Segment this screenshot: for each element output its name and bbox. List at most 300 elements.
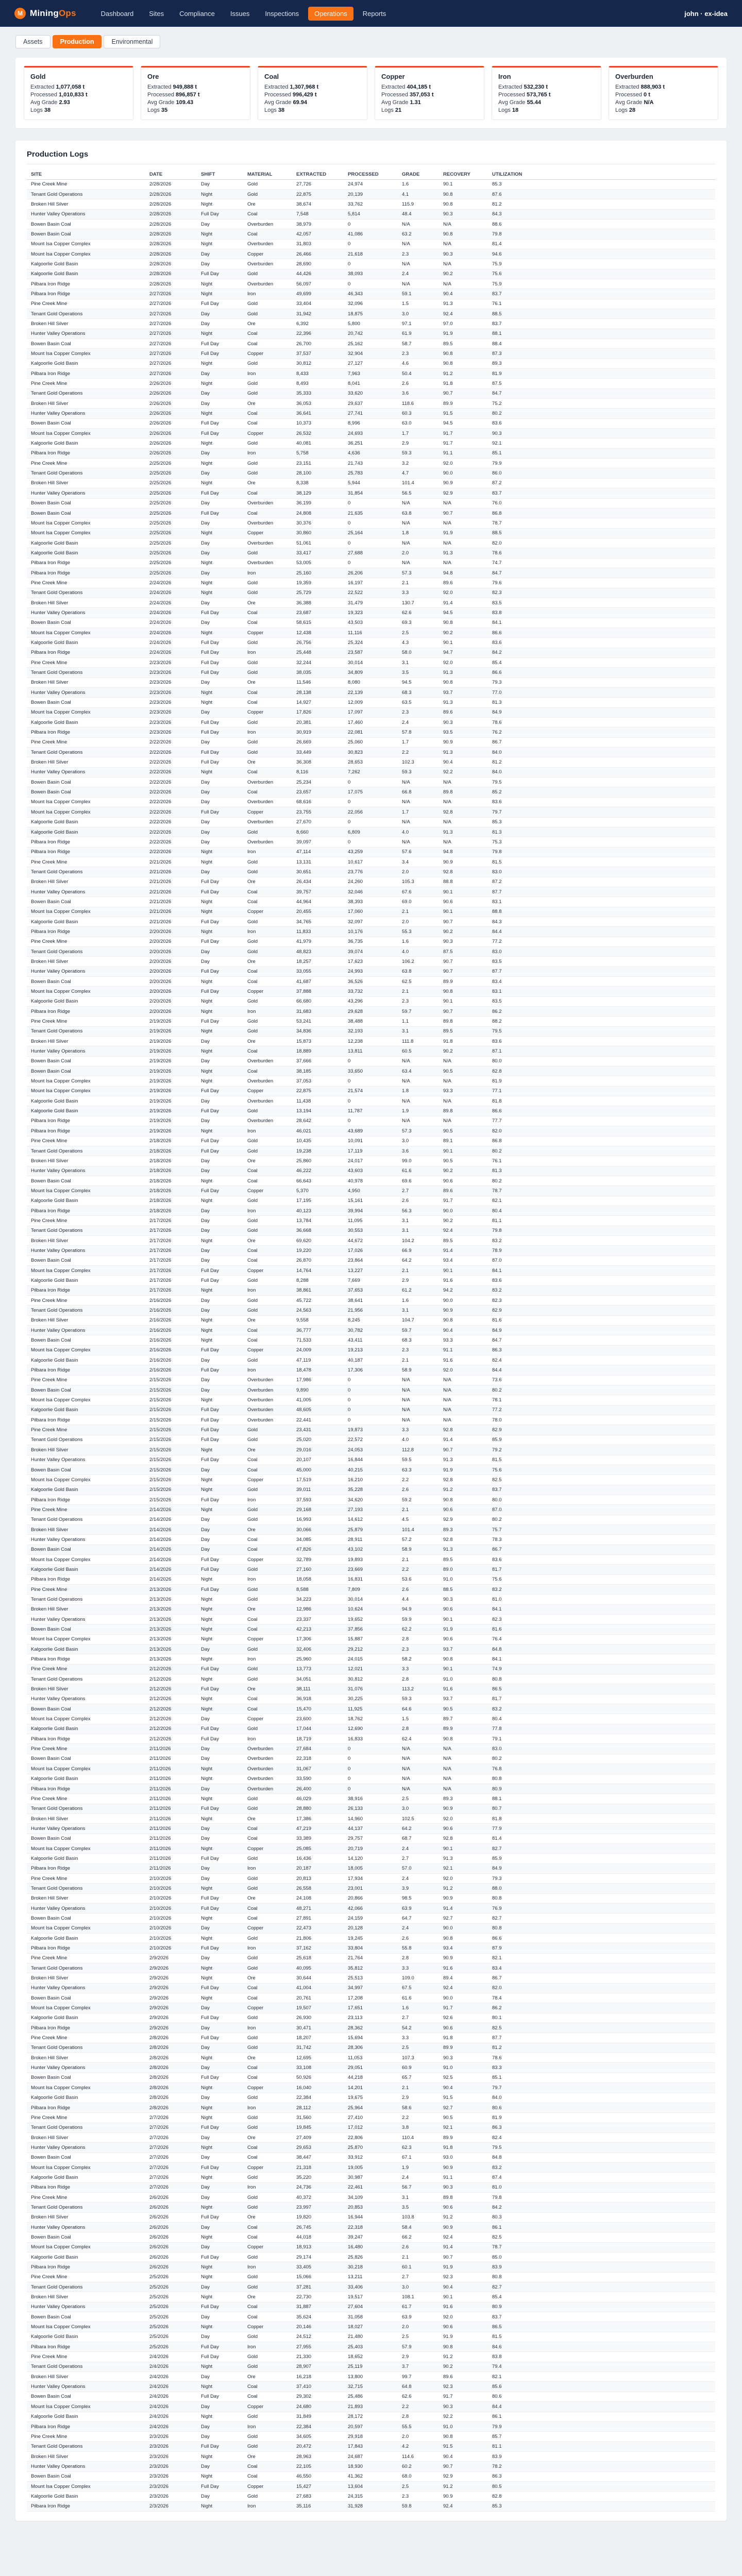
table-row[interactable] bbox=[27, 1276, 715, 1285]
table-row[interactable] bbox=[27, 1296, 715, 1306]
table-row[interactable] bbox=[27, 1654, 715, 1664]
table-cell: Pine Creek Mine bbox=[27, 2033, 145, 2043]
table-cell: 26,434 bbox=[292, 877, 344, 887]
table-cell: 41,086 bbox=[344, 229, 398, 239]
table-row[interactable] bbox=[27, 2352, 715, 2362]
table-row[interactable] bbox=[27, 209, 715, 219]
table-row[interactable] bbox=[27, 1405, 715, 1415]
table-row[interactable] bbox=[27, 568, 715, 578]
table-row[interactable] bbox=[27, 429, 715, 438]
table-row[interactable] bbox=[27, 1923, 715, 1933]
table-row[interactable] bbox=[27, 867, 715, 877]
table-cell: 30,376 bbox=[292, 518, 344, 528]
table-row[interactable] bbox=[27, 1455, 715, 1465]
table-row[interactable] bbox=[27, 937, 715, 946]
table-cell: 4.1 bbox=[398, 189, 439, 199]
table-row[interactable] bbox=[27, 1824, 715, 1834]
table-row[interactable] bbox=[27, 249, 715, 259]
table-row[interactable] bbox=[27, 1764, 715, 1774]
table-row[interactable] bbox=[27, 2462, 715, 2471]
nav-operations[interactable]: Operations bbox=[308, 7, 353, 21]
table-row[interactable] bbox=[27, 2182, 715, 2192]
table-row[interactable] bbox=[27, 1465, 715, 1475]
table-row[interactable] bbox=[27, 1485, 715, 1495]
table-row[interactable] bbox=[27, 1734, 715, 1744]
table-row[interactable] bbox=[27, 2421, 715, 2431]
table-cell: 76.1 bbox=[488, 1156, 715, 1166]
table-row[interactable] bbox=[27, 907, 715, 917]
table-row[interactable] bbox=[27, 2262, 715, 2272]
table-cell: Broken Hill Silver bbox=[27, 598, 145, 607]
table-row[interactable] bbox=[27, 1814, 715, 1823]
nav-issues[interactable]: Issues bbox=[230, 9, 250, 18]
table-row[interactable] bbox=[27, 2312, 715, 2322]
table-row[interactable] bbox=[27, 807, 715, 817]
table-row[interactable] bbox=[27, 628, 715, 637]
table-cell: Ore bbox=[243, 2053, 292, 2063]
table-row[interactable] bbox=[27, 1505, 715, 1515]
table-row[interactable] bbox=[27, 2212, 715, 2222]
table-cell: Copper bbox=[243, 987, 292, 996]
tab-environmental[interactable]: Environmental bbox=[104, 35, 160, 48]
table-row[interactable] bbox=[27, 2093, 715, 2103]
table-row[interactable] bbox=[27, 1046, 715, 1056]
table-cell: 92.6 bbox=[439, 2013, 488, 2023]
table-cell: 2/18/2026 bbox=[145, 1176, 197, 1185]
table-row[interactable] bbox=[27, 2242, 715, 2252]
table-row[interactable] bbox=[27, 1913, 715, 1923]
table-row[interactable] bbox=[27, 897, 715, 907]
table-row[interactable] bbox=[27, 1524, 715, 1534]
table-row[interactable] bbox=[27, 1226, 715, 1235]
table-row[interactable] bbox=[27, 1186, 715, 1196]
table-row[interactable] bbox=[27, 1495, 715, 1504]
table-row[interactable] bbox=[27, 967, 715, 976]
table-row[interactable] bbox=[27, 1056, 715, 1066]
table-row[interactable] bbox=[27, 179, 715, 189]
table-row[interactable] bbox=[27, 2481, 715, 2491]
table-row[interactable] bbox=[27, 2033, 715, 2043]
table-row[interactable] bbox=[27, 409, 715, 418]
table-row[interactable] bbox=[27, 1615, 715, 1624]
table-row[interactable] bbox=[27, 548, 715, 558]
table-cell: 2/26/2026 bbox=[145, 379, 197, 388]
table-row[interactable] bbox=[27, 1565, 715, 1574]
table-row[interactable] bbox=[27, 658, 715, 668]
table-row[interactable] bbox=[27, 748, 715, 757]
table-cell: Broken Hill Silver bbox=[27, 1814, 145, 1823]
table-row[interactable] bbox=[27, 707, 715, 717]
table-row[interactable] bbox=[27, 289, 715, 299]
table-row[interactable] bbox=[27, 369, 715, 379]
table-row[interactable] bbox=[27, 2023, 715, 2033]
table-row[interactable] bbox=[27, 269, 715, 279]
table-row[interactable] bbox=[27, 2282, 715, 2292]
table-cell: 109.0 bbox=[398, 1973, 439, 1983]
table-row[interactable] bbox=[27, 2471, 715, 2481]
table-row[interactable] bbox=[27, 1235, 715, 1245]
table-row[interactable] bbox=[27, 2063, 715, 2073]
table-row[interactable] bbox=[27, 1216, 715, 1226]
table-cell: 2/3/2026 bbox=[145, 2481, 197, 2491]
table-row[interactable] bbox=[27, 2272, 715, 2282]
table-row[interactable] bbox=[27, 777, 715, 787]
table-row[interactable] bbox=[27, 538, 715, 548]
table-cell: Pilbara Iron Ridge bbox=[27, 2182, 145, 2192]
table-row[interactable] bbox=[27, 1076, 715, 1086]
table-cell: Overburden bbox=[243, 538, 292, 548]
table-cell: Ore bbox=[243, 1235, 292, 1245]
table-row[interactable] bbox=[27, 927, 715, 937]
table-row[interactable] bbox=[27, 1385, 715, 1395]
table-row[interactable] bbox=[27, 2073, 715, 2082]
table-row[interactable] bbox=[27, 946, 715, 956]
table-row[interactable] bbox=[27, 1724, 715, 1734]
table-row[interactable] bbox=[27, 379, 715, 388]
nav-dashboard[interactable]: Dashboard bbox=[100, 9, 134, 18]
table-row[interactable] bbox=[27, 1395, 715, 1405]
table-cell: 2.5 bbox=[398, 2043, 439, 2053]
brand-logo[interactable] bbox=[14, 8, 76, 19]
card-stat: Logs 35 bbox=[147, 107, 168, 113]
table-row[interactable] bbox=[27, 1624, 715, 1634]
table-cell: Pilbara Iron Ridge bbox=[27, 1574, 145, 1584]
table-row[interactable] bbox=[27, 1674, 715, 1684]
table-row[interactable] bbox=[27, 1335, 715, 1345]
table-row[interactable] bbox=[27, 1136, 715, 1146]
table-cell: Night bbox=[197, 1973, 243, 1983]
table-row[interactable] bbox=[27, 1884, 715, 1893]
table-row[interactable] bbox=[27, 279, 715, 289]
table-row[interactable] bbox=[27, 847, 715, 857]
table-row[interactable] bbox=[27, 319, 715, 329]
table-row[interactable] bbox=[27, 1684, 715, 1694]
table-row[interactable] bbox=[27, 977, 715, 987]
table-row[interactable] bbox=[27, 2412, 715, 2421]
table-row[interactable] bbox=[27, 827, 715, 837]
table-row[interactable] bbox=[27, 1963, 715, 1973]
table-row[interactable] bbox=[27, 2442, 715, 2451]
table-cell: Night bbox=[197, 1694, 243, 1704]
table-row[interactable] bbox=[27, 1096, 715, 1106]
table-row[interactable] bbox=[27, 1645, 715, 1654]
table-row[interactable] bbox=[27, 1545, 715, 1554]
table-row[interactable] bbox=[27, 817, 715, 827]
table-row[interactable] bbox=[27, 767, 715, 777]
table-row[interactable] bbox=[27, 1634, 715, 1644]
table-row[interactable] bbox=[27, 528, 715, 538]
column-header[interactable]: DATE bbox=[145, 170, 197, 179]
table-row[interactable] bbox=[27, 2451, 715, 2461]
table-row[interactable] bbox=[27, 438, 715, 448]
table-row[interactable] bbox=[27, 1873, 715, 1883]
table-row[interactable] bbox=[27, 877, 715, 887]
table-row[interactable] bbox=[27, 677, 715, 687]
table-cell: 2/6/2026 bbox=[145, 2222, 197, 2232]
table-row[interactable] bbox=[27, 2252, 715, 2262]
table-row[interactable] bbox=[27, 2302, 715, 2312]
column-header[interactable]: SHIFT bbox=[197, 170, 243, 179]
table-row[interactable] bbox=[27, 1953, 715, 1963]
table-row[interactable] bbox=[27, 1355, 715, 1365]
column-header[interactable]: MATERIAL bbox=[243, 170, 292, 179]
table-row[interactable] bbox=[27, 1854, 715, 1863]
table-row[interactable] bbox=[27, 199, 715, 209]
table-row[interactable] bbox=[27, 1584, 715, 1594]
column-header[interactable]: PROCESSED bbox=[344, 170, 398, 179]
table-row[interactable] bbox=[27, 349, 715, 359]
table-row[interactable] bbox=[27, 359, 715, 368]
table-row[interactable] bbox=[27, 2222, 715, 2232]
table-row[interactable] bbox=[27, 488, 715, 498]
table-row[interactable] bbox=[27, 2392, 715, 2401]
table-row[interactable] bbox=[27, 1893, 715, 1903]
table-row[interactable] bbox=[27, 1535, 715, 1545]
table-row[interactable] bbox=[27, 727, 715, 737]
table-row[interactable] bbox=[27, 2382, 715, 2392]
table-row[interactable] bbox=[27, 1983, 715, 1993]
table-row[interactable] bbox=[27, 2192, 715, 2202]
table-row[interactable] bbox=[27, 518, 715, 528]
table-row[interactable] bbox=[27, 1704, 715, 1714]
table-row[interactable] bbox=[27, 508, 715, 518]
table-row[interactable] bbox=[27, 2113, 715, 2123]
table-row[interactable] bbox=[27, 1365, 715, 1375]
table-row[interactable] bbox=[27, 498, 715, 508]
table-row[interactable] bbox=[27, 1375, 715, 1385]
table-row[interactable] bbox=[27, 588, 715, 598]
table-row[interactable] bbox=[27, 1774, 715, 1784]
table-cell: Ore bbox=[243, 677, 292, 687]
table-row[interactable] bbox=[27, 1066, 715, 1076]
table-row[interactable] bbox=[27, 996, 715, 1006]
table-row[interactable] bbox=[27, 1425, 715, 1435]
table-row[interactable] bbox=[27, 2143, 715, 2153]
table-row[interactable] bbox=[27, 2103, 715, 2112]
table-row[interactable] bbox=[27, 2013, 715, 2023]
table-cell: 89.7 bbox=[439, 1714, 488, 1724]
nav-inspections[interactable]: Inspections bbox=[265, 9, 299, 18]
table-row[interactable] bbox=[27, 1664, 715, 1674]
table-row[interactable] bbox=[27, 608, 715, 618]
column-header[interactable]: SITE bbox=[27, 170, 145, 179]
table-row[interactable] bbox=[27, 1694, 715, 1704]
table-cell: 26,669 bbox=[292, 737, 344, 747]
table-row[interactable] bbox=[27, 2053, 715, 2063]
table-row[interactable] bbox=[27, 1863, 715, 1873]
table-cell: 22,473 bbox=[292, 1923, 344, 1933]
table-row[interactable] bbox=[27, 2402, 715, 2412]
table-row[interactable] bbox=[27, 857, 715, 867]
table-row[interactable] bbox=[27, 598, 715, 607]
tab-production[interactable]: Production bbox=[53, 35, 102, 48]
table-row[interactable] bbox=[27, 2292, 715, 2302]
table-row[interactable] bbox=[27, 987, 715, 996]
table-row[interactable] bbox=[27, 2123, 715, 2132]
table-row[interactable] bbox=[27, 1714, 715, 1724]
column-header[interactable]: RECOVERY bbox=[439, 170, 488, 179]
table-row[interactable] bbox=[27, 1843, 715, 1853]
table-row[interactable] bbox=[27, 418, 715, 428]
table-row[interactable] bbox=[27, 309, 715, 318]
table-cell: 2/10/2026 bbox=[145, 1913, 197, 1923]
table-row[interactable] bbox=[27, 2232, 715, 2242]
table-row[interactable] bbox=[27, 1156, 715, 1166]
table-row[interactable] bbox=[27, 2003, 715, 2013]
table-row[interactable] bbox=[27, 718, 715, 727]
table-cell: Broken Hill Silver bbox=[27, 199, 145, 209]
table-row[interactable] bbox=[27, 1754, 715, 1764]
table-row[interactable] bbox=[27, 1265, 715, 1275]
table-row[interactable] bbox=[27, 478, 715, 488]
table-row[interactable] bbox=[27, 1146, 715, 1156]
table-row[interactable] bbox=[27, 2362, 715, 2371]
nav-compliance[interactable]: Compliance bbox=[179, 9, 215, 18]
table-row[interactable] bbox=[27, 1834, 715, 1843]
table-row[interactable] bbox=[27, 329, 715, 338]
table-row[interactable] bbox=[27, 448, 715, 458]
table-row[interactable] bbox=[27, 1595, 715, 1604]
table-row[interactable] bbox=[27, 2501, 715, 2511]
table-row[interactable] bbox=[27, 917, 715, 926]
table-row[interactable] bbox=[27, 1943, 715, 1953]
table-row[interactable] bbox=[27, 219, 715, 229]
table-row[interactable] bbox=[27, 1784, 715, 1793]
table-cell: 2/13/2026 bbox=[145, 1634, 197, 1644]
user-menu[interactable]: john · ex-idea bbox=[684, 9, 728, 18]
table-row[interactable] bbox=[27, 2432, 715, 2442]
table-row[interactable] bbox=[27, 1903, 715, 1913]
table-row[interactable] bbox=[27, 1515, 715, 1524]
table-row[interactable] bbox=[27, 299, 715, 309]
table-cell: 33,055 bbox=[292, 967, 344, 976]
table-row[interactable] bbox=[27, 1246, 715, 1256]
table-row[interactable] bbox=[27, 757, 715, 767]
table-cell: 37,281 bbox=[292, 2282, 344, 2292]
table-row[interactable] bbox=[27, 2043, 715, 2053]
table-row[interactable] bbox=[27, 638, 715, 648]
table-row[interactable] bbox=[27, 1315, 715, 1325]
table-cell: Overburden bbox=[243, 279, 292, 289]
table-row[interactable] bbox=[27, 1166, 715, 1176]
tab-assets[interactable]: Assets bbox=[15, 35, 50, 48]
table-row[interactable] bbox=[27, 2332, 715, 2342]
table-cell: Day bbox=[197, 2462, 243, 2471]
table-row[interactable] bbox=[27, 1196, 715, 1206]
table-row[interactable] bbox=[27, 1037, 715, 1046]
nav-sites[interactable]: Sites bbox=[149, 9, 164, 18]
table-row[interactable] bbox=[27, 2372, 715, 2382]
table-row[interactable] bbox=[27, 787, 715, 797]
table-row[interactable] bbox=[27, 1345, 715, 1355]
table-row[interactable] bbox=[27, 1604, 715, 1614]
table-row[interactable] bbox=[27, 1116, 715, 1126]
table-row[interactable] bbox=[27, 2083, 715, 2093]
table-row[interactable] bbox=[27, 2492, 715, 2501]
table-row[interactable] bbox=[27, 1934, 715, 1943]
table-row[interactable] bbox=[27, 2153, 715, 2162]
table-cell: 84.9 bbox=[488, 1863, 715, 1873]
table-row[interactable] bbox=[27, 229, 715, 239]
column-header[interactable]: GRADE bbox=[398, 170, 439, 179]
table-row[interactable] bbox=[27, 1206, 715, 1215]
table-cell: 22,318 bbox=[344, 2222, 398, 2232]
table-row[interactable] bbox=[27, 2342, 715, 2352]
table-row[interactable] bbox=[27, 1445, 715, 1455]
table-row[interactable] bbox=[27, 1574, 715, 1584]
table-row[interactable] bbox=[27, 2202, 715, 2212]
table-row[interactable] bbox=[27, 1086, 715, 1096]
table-row[interactable] bbox=[27, 837, 715, 847]
table-row[interactable] bbox=[27, 578, 715, 588]
table-row[interactable] bbox=[27, 737, 715, 747]
table-row[interactable] bbox=[27, 668, 715, 677]
table-row[interactable] bbox=[27, 239, 715, 249]
table-cell: 80.2 bbox=[488, 409, 715, 418]
column-header[interactable]: EXTRACTED bbox=[292, 170, 344, 179]
table-row[interactable] bbox=[27, 388, 715, 398]
table-row[interactable] bbox=[27, 1256, 715, 1265]
table-row[interactable] bbox=[27, 1026, 715, 1036]
table-row[interactable] bbox=[27, 1973, 715, 1983]
table-row[interactable] bbox=[27, 259, 715, 269]
table-row[interactable] bbox=[27, 698, 715, 707]
table-row[interactable] bbox=[27, 1126, 715, 1136]
table-row[interactable] bbox=[27, 1007, 715, 1016]
table-row[interactable] bbox=[27, 618, 715, 628]
table-row[interactable] bbox=[27, 1794, 715, 1804]
table-row[interactable] bbox=[27, 1993, 715, 2003]
table-row[interactable] bbox=[27, 1475, 715, 1485]
table-row[interactable] bbox=[27, 1326, 715, 1335]
table-row[interactable] bbox=[27, 1554, 715, 1564]
table-cell: 91.5 bbox=[439, 409, 488, 418]
nav-reports[interactable]: Reports bbox=[362, 9, 386, 18]
table-row[interactable] bbox=[27, 399, 715, 409]
table-row[interactable] bbox=[27, 558, 715, 568]
table-row[interactable] bbox=[27, 1744, 715, 1754]
table-row[interactable] bbox=[27, 2322, 715, 2332]
table-row[interactable] bbox=[27, 2173, 715, 2182]
table-row[interactable] bbox=[27, 1106, 715, 1116]
table-row[interactable] bbox=[27, 887, 715, 896]
table-cell: 2.9 bbox=[398, 438, 439, 448]
table-cell: 2/21/2026 bbox=[145, 897, 197, 907]
table-row[interactable] bbox=[27, 459, 715, 468]
table-row[interactable] bbox=[27, 189, 715, 199]
table-row[interactable] bbox=[27, 1415, 715, 1425]
table-cell: 90.8 bbox=[439, 349, 488, 359]
table-row[interactable] bbox=[27, 468, 715, 478]
table-row[interactable] bbox=[27, 1285, 715, 1295]
table-row[interactable] bbox=[27, 339, 715, 349]
table-row[interactable] bbox=[27, 688, 715, 698]
table-cell: 2.0 bbox=[398, 548, 439, 558]
table-row[interactable] bbox=[27, 1804, 715, 1814]
table-row[interactable] bbox=[27, 797, 715, 807]
table-cell: 20,455 bbox=[292, 907, 344, 917]
table-row[interactable] bbox=[27, 1435, 715, 1445]
table-cell: 80.8 bbox=[488, 1923, 715, 1933]
table-row[interactable] bbox=[27, 1016, 715, 1026]
table-row[interactable] bbox=[27, 1306, 715, 1315]
table-row[interactable] bbox=[27, 2132, 715, 2142]
table-row[interactable] bbox=[27, 1176, 715, 1185]
table-row[interactable] bbox=[27, 2162, 715, 2172]
column-header[interactable]: UTILIZATION bbox=[488, 170, 715, 179]
table-row[interactable] bbox=[27, 648, 715, 657]
table-row[interactable] bbox=[27, 957, 715, 967]
